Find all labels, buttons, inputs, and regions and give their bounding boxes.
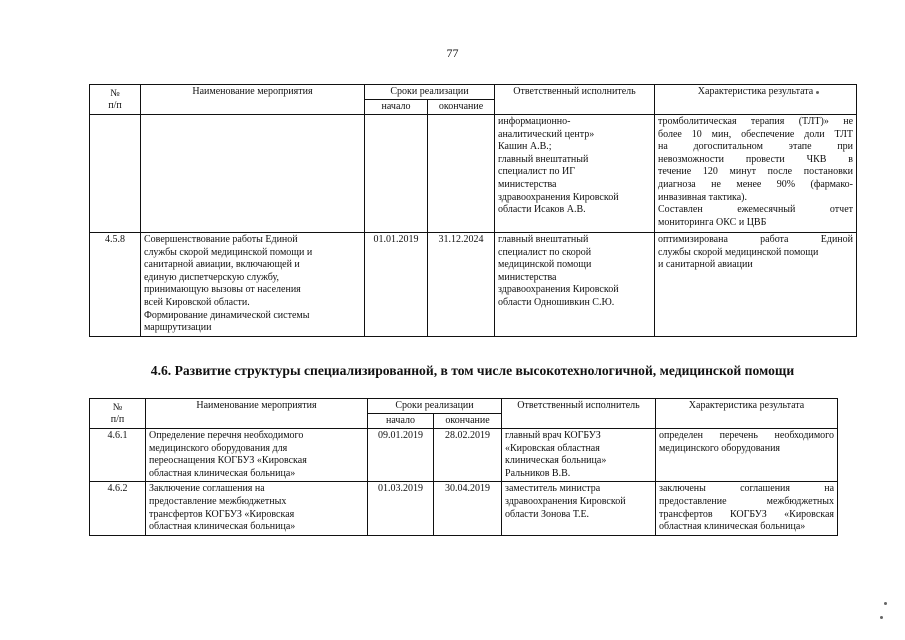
row-executor: главный внештатный специалист по скорой медицинской помощи министерства здравоохранения Кировской области Одношивкин С.Ю. [495,233,655,337]
row-start: 01.01.2019 [365,233,428,337]
header-num: № п/п [90,85,141,115]
header-end: окончание [428,100,495,115]
table-row [90,115,857,233]
scan-speck [884,602,887,605]
result-line: предоставление межбюджетных [659,495,835,507]
result-line: течение 120 минут после постановки [658,166,854,178]
row-name: Совершенствование работы Единой службы скорой медицинской помощи и санитарной авиации, включающей и единую диспетчерскую службу, принимающую вызовы от населения всей Кировской области. Формирование динамической системы маршрутизации [141,233,365,337]
section-heading: 4.6. Развитие структуры специализированной, в том числе высокотехнологичной, медицинской помощи [150,363,795,378]
row-num [90,115,141,233]
header-executor: Ответственный исполнитель [495,85,655,115]
result-line: мониторинга ОКС и ЦВБ [658,216,767,228]
row-start [365,115,428,233]
row-end: 31.12.2024 [428,233,495,337]
result-line: более 10 мин, обеспечение доли ТЛТ [658,128,854,140]
scan-speck [816,91,819,94]
row-result [655,115,857,233]
row-executor: главный врач КОГБУЗ «Кировская областная клиническая больница» Ральников В.В. [502,429,656,482]
row-result [656,429,838,482]
events-table-2 [89,398,838,536]
result-line: медицинского оборудования [659,442,781,454]
page-number: 77 [446,46,459,60]
header-name: Наименование мероприятия [146,399,368,429]
result-line: инвазивная тактика). [658,191,748,203]
header-start: начало [368,414,434,429]
header-result: Характеристика результата [655,85,857,115]
header-result: Характеристика результата [656,399,838,429]
row-end: 28.02.2019 [434,429,502,482]
row-num: 4.6.2 [90,482,146,535]
row-result [656,482,838,535]
result-line: тромболитическая терапия (ТЛТ)» не [658,116,854,127]
header-start: начало [365,100,428,115]
header-end: окончание [434,414,502,429]
row-start: 09.01.2019 [368,429,434,482]
row-executor: заместитель министра здравоохранения Кировской области Зонова Т.Е. [502,482,656,535]
row-num: 4.6.1 [90,429,146,482]
table-row [90,482,838,535]
row-num: 4.5.8 [90,233,141,337]
header-terms: Сроки реализации [365,85,495,100]
result-line: на догоспитальном этапе при [658,141,854,153]
row-name: Заключение соглашения на предоставление межбюджетных трансфертов КОГБУЗ «Кировская областная клиническая больница» [146,482,368,535]
result-line: оптимизирована работа Единой [658,234,854,245]
result-line: службы скорой медицинской помощи [658,246,819,258]
table-row [90,429,838,482]
row-name: Определение перечня необходимого медицинского оборудования для переоснащения КОГБУЗ «Кировская областная клиническая больница» [146,429,368,482]
header-num: № п/п [90,399,146,429]
scan-speck [880,616,883,619]
result-line: определен перечень необходимого [659,430,835,441]
result-line: невозможности провести ЧКВ в [658,153,854,165]
header-name: Наименование мероприятия [141,85,365,115]
row-end: 30.04.2019 [434,482,502,535]
header-executor: Ответственный исполнитель [502,399,656,429]
result-line: заключены соглашения на [659,483,835,495]
result-line: и санитарной авиации [658,259,753,271]
result-line: областная клиническая больница» [659,521,806,533]
table-row [90,233,857,337]
row-end [428,115,495,233]
row-executor: информационно- аналитический центр» Кашин А.В.; главный внештатный специалист по ИГ министерства здравоохранения Кировской области Исаков А.В. [495,115,655,233]
header-terms: Сроки реализации [368,399,502,414]
result-line: трансфертов КОГБУЗ «Кировская [659,508,835,520]
events-table-1 [89,84,857,337]
row-start: 01.03.2019 [368,482,434,535]
row-name [141,115,365,233]
result-line: диагноза не менее 90% (фармако- [658,178,854,190]
result-line: Составлен ежемесячный отчет [658,204,854,216]
row-result [655,233,857,337]
